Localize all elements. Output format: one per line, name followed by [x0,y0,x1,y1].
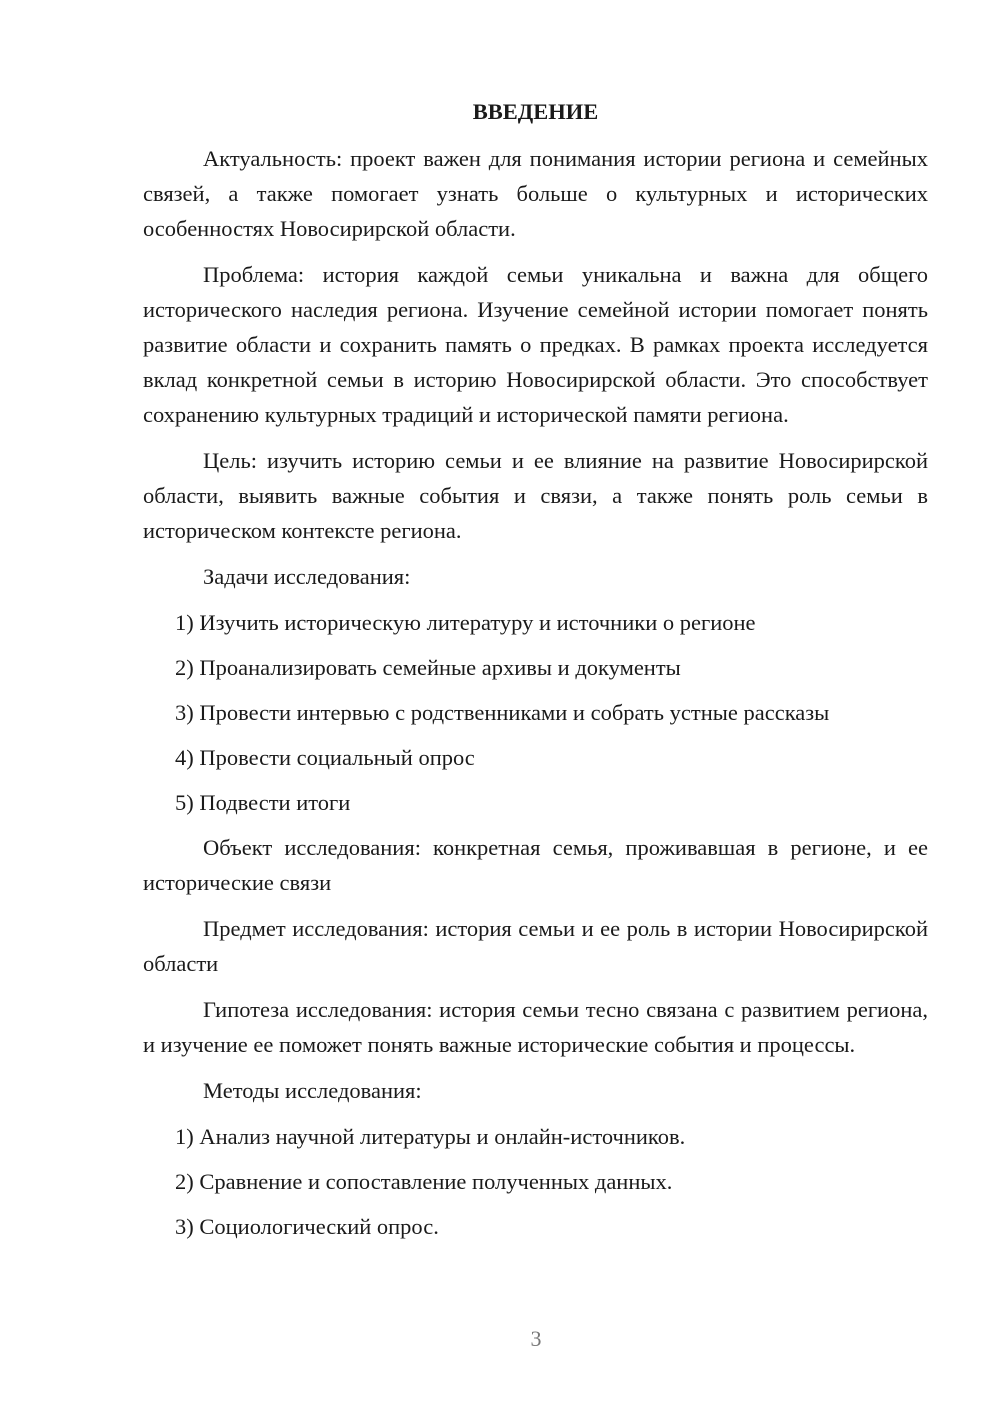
methods-heading: Методы исследования: [203,1078,422,1103]
task-item: 4) Провести социальный опрос [175,745,475,770]
document-body [143,94,928,1254]
task-item: 2) Проанализировать семейные архивы и документы [175,655,681,680]
task-item: 1) Изучить историческую литературу и источники о регионе [175,610,756,635]
goal-paragraph: Цель: изучить историю семьи и ее влияние на развитие Новосирирской области, выявить важные события и связи, а также понять роль семьи в историческом контексте региона. [143,448,928,543]
object-paragraph: Объект исследования: конкретная семья, проживавшая в регионе, и ее исторические связи [143,835,928,895]
method-item: 2) Сравнение и сопоставление полученных данных. [175,1169,673,1194]
method-item: 3) Социологический опрос. [175,1214,439,1239]
task-item: 3) Провести интервью с родственниками и собрать устные рассказы [175,700,830,725]
page-number: 3 [530,1326,542,1351]
subject-paragraph: Предмет исследования: история семьи и ее роль в истории Новосирирской области [143,916,928,976]
method-item: 1) Анализ научной литературы и онлайн-источников. [175,1124,686,1149]
tasks-heading: Задачи исследования: [203,564,411,589]
problem-paragraph: Проблема: история каждой семьи уникальна и важна для общего исторического наследия региона. Изучение семейной истории помогает понять развитие области и сохранить память о предках. В рамках проекта исследуется вклад конкретной семьи в историю Новосирирской области. Это способствует сохранению культурных традиций и исторической памяти региона. [143,262,928,427]
section-title: ВВЕДЕНИЕ [472,99,599,124]
task-item: 5) Подвести итоги [175,790,351,815]
relevance-paragraph: Актуальность: проект важен для понимания истории региона и семейных связей, а также помогает узнать больше о культурных и исторических особенностях Новосирирской области. [143,146,928,241]
hypothesis-paragraph: Гипотеза исследования: история семьи тесно связана с развитием региона, и изучение ее поможет понять важные исторические события и процессы. [143,997,928,1057]
